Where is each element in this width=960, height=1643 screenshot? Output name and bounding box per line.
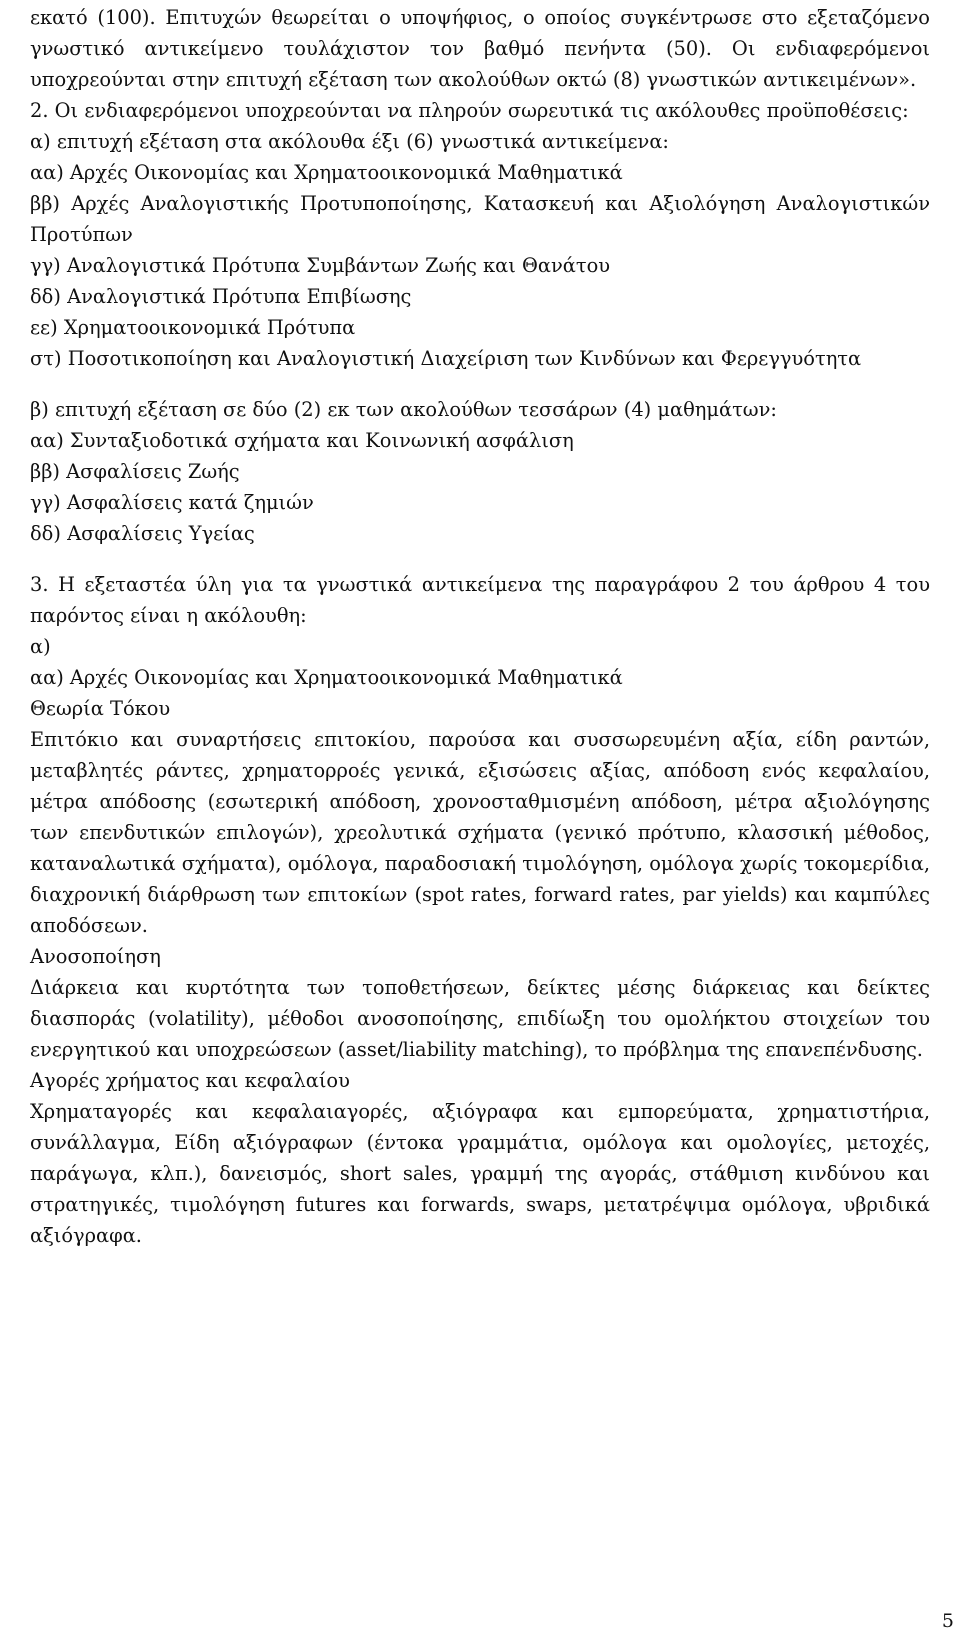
part-b-item: δδ) Ασφαλίσεις Υγείας <box>30 522 255 545</box>
section-3-intro: 3. Η εξεταστέα ύλη για τα γνωστικά αντικείμενα της παραγράφου 2 του άρθρου 4 του παρόντος είναι η ακόλουθη: <box>30 573 930 627</box>
part-a-item: στ) Ποσοτικοποίηση και Αναλογιστική Διαχείριση των Κινδύνων και Φερεγγυότητα <box>30 347 862 370</box>
section-2-part-a-heading: α) επιτυχή εξέταση στα ακόλουθα έξι (6) γνωστικά αντικείμενα: <box>30 130 669 153</box>
topic-body: Επιτόκιο και συναρτήσεις επιτοκίου, παρούσα και συσσωρευμένη αξία, είδη ραντών, μεταβλητές ράντες, χρηματορροές γενικά, εξισώσεις αξίας, απόδοση ενός κεφαλαίου, μέτρα απόδοσης (εσωτερική απόδοση, χρονοσταθμισμένη απόδοση, μέτρα αξιολόγησης των επενδυτικών επιλογών), χρεολυτικά σχήματα (γενικό πρότυπο, κλασσική μέθοδος, καταναλωτικά σχήματα), ομόλογα, παραδοσιακή τιμολόγηση, ομόλογα χωρίς τοκομερίδια, διαχρονική διάρθρωση των επιτοκίων (spot rates, forward rates, par yields) και καμπύλες αποδόσεων. <box>30 728 930 937</box>
part-a-item: δδ) Αναλογιστικά Πρότυπα Επιβίωσης <box>30 285 412 308</box>
paragraph-spacer <box>30 374 930 394</box>
part-b-item: ββ) Ασφαλίσεις Ζωής <box>30 460 240 483</box>
topic-body: Χρηματαγορές και κεφαλαιαγορές, αξιόγραφα και εμπορεύματα, χρηματιστήρια, συνάλλαγμα, Είδη αξιόγραφων (έντοκα γραμμάτια, ομόλογα και ομολογίες, μετοχές, παράγωγα, κλπ.), δανεισμός, short sales, γραμμή της αγοράς, στάθμιση κινδύνου και στρατηγικές, τιμολόγηση futures και forwards, swaps, μετατρέψιμα ομόλογα, υβριδικά αξιόγραφα. <box>30 1100 930 1247</box>
part-a-item: εε) Χρηματοοικονομικά Πρότυπα <box>30 316 356 339</box>
part-a-item: γγ) Αναλογιστικά Πρότυπα Συμβάντων Ζωής και Θανάτου <box>30 254 611 277</box>
topic-body: Διάρκεια και κυρτότητα των τοποθετήσεων, δείκτες μέσης διάρκειας και δείκτες διασποράς (volatility), μέθοδοι ανοσοποίησης, επιδίωξη του ομολήκτου στοιχείων του ενεργητικού και υποχρεώσεων (asset/liability matching), το πρόβλημα της επανεπένδυσης. <box>30 976 930 1061</box>
paragraph-spacer <box>30 549 930 569</box>
page-number: 5 <box>941 1610 954 1632</box>
topic-title: Θεωρία Τόκου <box>30 697 171 720</box>
part-b-item: αα) Συνταξιοδοτικά σχήματα και Κοινωνική ασφάλιση <box>30 429 574 452</box>
document-page <box>30 2 930 1251</box>
part-a-item: ββ) Αρχές Αναλογιστικής Προτυποποίησης, Κατασκευή και Αξιολόγηση Αναλογιστικών Προτύπων <box>30 192 930 246</box>
part-b-item: γγ) Ασφαλίσεις κατά ζημιών <box>30 491 314 514</box>
subject-heading: αα) Αρχές Οικονομίας και Χρηματοοικονομικά Μαθηματικά <box>30 666 623 689</box>
section-2-intro: 2. Οι ενδιαφερόμενοι υποχρεούνται να πληρούν σωρευτικά τις ακόλουθες προϋποθέσεις: <box>30 99 909 122</box>
section-2-part-b-heading: β) επιτυχή εξέταση σε δύο (2) εκ των ακολούθων τεσσάρων (4) μαθημάτων: <box>30 398 777 421</box>
section-3-part-a-label: α) <box>30 635 51 658</box>
intro-continuation-paragraph: εκατό (100). Επιτυχών θεωρείται ο υποψήφιος, ο οποίος συγκέντρωσε στο εξεταζόμενο γνωστικό αντικείμενο τουλάχιστον τον βαθμό πενήντα (50). Οι ενδιαφερόμενοι υποχρεούνται στην επιτυχή εξέταση των ακολούθων οκτώ (8) γνωστικών αντικειμένων». <box>30 6 930 91</box>
topic-title: Ανοσοποίηση <box>30 945 161 968</box>
topic-title: Αγορές χρήματος και κεφαλαίου <box>30 1069 350 1092</box>
part-a-item: αα) Αρχές Οικονομίας και Χρηματοοικονομικά Μαθηματικά <box>30 161 623 184</box>
